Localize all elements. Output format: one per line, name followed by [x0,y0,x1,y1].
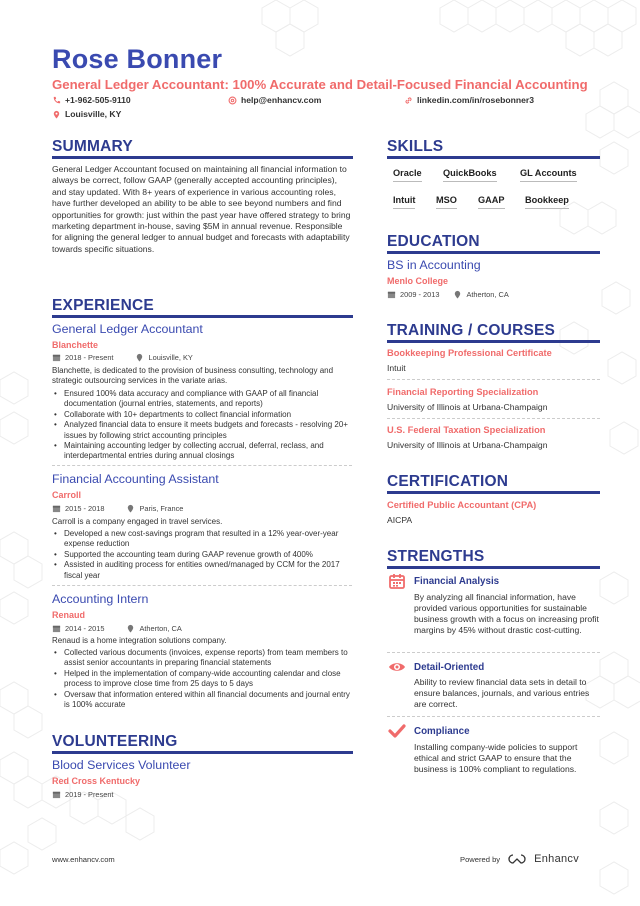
job-description: Renaud is a home integration solutions company. [52,636,227,645]
experience-heading: EXPERIENCE [52,297,154,314]
volunteer-role: Blood Services Volunteer [52,758,191,772]
skill-chip: MSO [436,195,457,209]
education-heading: EDUCATION [387,233,480,250]
job-meta [52,504,183,513]
phone-text: +1-962-505-9110 [65,95,131,105]
job-dates: 2015 - 2018 [65,504,105,513]
course-title: U.S. Federal Taxation Specialization [387,425,546,435]
job-location: Atherton, CA [139,624,182,633]
divider [387,652,600,653]
strength-text: Ability to review financial data sets in detail to ensure balances, journals, and various entries are correct. [414,677,590,709]
skills-heading: SKILLS [387,138,444,155]
certification-name: Certified Public Accountant (CPA) [387,500,537,510]
calendar-icon [52,353,61,362]
job-bullets [52,389,350,462]
email-text: help@enhancv.com [241,95,322,105]
phone-contact[interactable] [52,95,131,105]
education-meta [387,290,509,299]
strengths-rule [387,566,600,569]
job-location: Paris, France [139,504,184,513]
location-pin-icon [126,504,135,513]
skill-chip: GAAP [478,195,505,209]
headline: General Ledger Accountant: 100% Accurate and Detail-Focused Financial Accounting [52,77,588,92]
email-contact[interactable] [228,95,321,105]
linkedin-text: linkedin.com/in/rosebonner3 [417,95,534,105]
linkedin-contact[interactable] [404,95,534,105]
job-meta [52,353,193,362]
strength-title: Compliance [414,726,470,737]
job-role: General Ledger Accountant [52,322,203,336]
skill-chip: GL Accounts [520,168,577,182]
job-bullets [52,648,350,710]
certification-rule [387,491,600,494]
enhancv-logo-icon [506,853,528,865]
strengths-heading: STRENGTHS [387,548,485,565]
training-heading: TRAINING / COURSES [387,322,556,339]
job-company: Carroll [52,490,82,500]
calendar-icon [52,504,61,513]
job-bullets [52,529,350,581]
phone-icon [52,96,61,105]
strength-title: Detail-Oriented [414,662,485,673]
list-item: • Collaborate with 10+ departments to collect financial information [52,410,350,420]
skills-rule [387,156,600,159]
summary-rule [52,156,353,159]
divider [387,716,600,717]
volunteering-rule [52,751,353,754]
summary-text: General Ledger Accountant focused on maintaining all financial information to always be correct, follow GAAP (generally accepted accounting principles), and stay updated. With 8+ years of experience in various accounting roles, have further developed an ability to be able to see beyond numbers and find opportunities for growth: just within the past year have offered strategy to bring marketing department in-house, saving $5M in annual revenue. Responsible for aligning the general ledger to annual budget and forecasts with adaptability towards specific situations. [52,164,351,254]
summary-heading: SUMMARY [52,138,133,155]
divider [52,465,352,466]
list-item: • Analyzed financial data to ensure it meets budgets and forecasts - resolving 20+ issues by following strict accounting principles [52,420,350,441]
divider [387,379,600,380]
job-description: Carroll is a company engaged in travel services. [52,517,223,526]
education-rule [387,251,600,254]
location-pin-icon [126,624,135,633]
list-item: • Assisted in auditing process for entities owned/managed by CCM for the 2017 fiscal year [52,560,350,581]
candidate-name: Rose Bonner [52,44,223,74]
checkmark-icon [388,722,406,740]
list-item: • Helped in the implementation of company-wide accounting calendar and close process to improve close time from 25 days to 5 days [52,669,350,690]
skill-chip: Oracle [393,168,422,182]
list-item: • Collected various documents (invoices, expense reports) from team members to assist senior accountants in preparing financial statements [52,648,350,669]
job-company: Blanchette [52,340,99,350]
link-icon [404,96,413,105]
job-location: Louisville, KY [148,353,193,362]
list-item: • Supported the accounting team during GAAP revenue growth of 400% [52,550,350,560]
divider [52,585,352,586]
skill-chip: Bookkeep [525,195,569,209]
location-pin-icon [453,290,462,299]
education-school: Menlo College [387,276,449,286]
job-description: Blanchette, is dedicated to the provision of business consulting, technology and strategic outsourcing services in the variate arias. [52,366,334,386]
resume-page [52,0,599,906]
education-location: Atherton, CA [466,290,509,299]
job-dates: 2014 - 2015 [65,624,105,633]
location-pin-icon [52,110,61,119]
divider [387,418,600,419]
volunteer-org: Red Cross Kentucky [52,776,141,786]
location-pin-icon [135,353,144,362]
certification-issuer: AICPA [387,515,413,525]
list-item: • Ensured 100% data accuracy and compliance with GAAP of all financial documentation (journal entries, statements, and reports) [52,389,350,410]
calendar-icon [388,572,406,590]
location-text: Louisville, KY [65,109,122,119]
skill-chip: QuickBooks [443,168,497,182]
course-title: Bookkeeping Professional Certificate [387,348,552,358]
volunteer-meta [52,790,113,799]
list-item: • Developed a new cost-savings program that resulted in a 12% year-over-year expense reduction [52,529,350,550]
list-item: • Oversaw that information entered within all financial documents and journal entry is 100% accurate [52,690,350,711]
course-title: Financial Reporting Specialization [387,387,539,397]
volunteering-heading: VOLUNTEERING [52,733,178,750]
education-degree: BS in Accounting [387,258,481,272]
eye-icon [388,658,406,676]
training-rule [387,340,600,343]
volunteer-dates: 2019 - Present [65,790,114,799]
job-role: Accounting Intern [52,592,149,606]
course-provider: Intuit [387,363,406,373]
experience-rule [52,315,353,318]
job-role: Financial Accounting Assistant [52,472,219,486]
powered-by-label: Powered by [460,854,501,864]
certification-heading: CERTIFICATION [387,473,509,490]
course-provider: University of Illinois at Urbana-Champaign [387,440,548,450]
strength-text: Installing company-wide policies to support ethical and strict GAAP to ensure that the business is 100% compliant to regulations. [414,742,578,774]
calendar-icon [52,790,61,799]
strength-title: Financial Analysis [414,576,500,587]
course-provider: University of Illinois at Urbana-Champaign [387,402,548,412]
location-contact [52,109,121,119]
job-dates: 2018 - Present [65,353,114,362]
skill-chip: Intuit [393,195,415,209]
calendar-icon [52,624,61,633]
strength-text: By analyzing all financial information, have provided various opportunities for sustainable business growth with a focus on increasing profit margins by 45% without drastic cost-cutting. [414,592,599,635]
at-sign-icon [228,96,237,105]
job-company: Renaud [52,610,86,620]
education-dates: 2009 - 2013 [400,290,440,299]
footer-powered [460,853,579,865]
job-meta [52,624,182,633]
calendar-icon [387,290,396,299]
brand-name: Enhancv [534,853,580,865]
footer-website[interactable]: www.enhancv.com [52,855,115,864]
list-item: • Maintaining accounting ledger by collecting accrual, deferral, reclass, and interdepartmental entries during annual closings [52,441,350,462]
